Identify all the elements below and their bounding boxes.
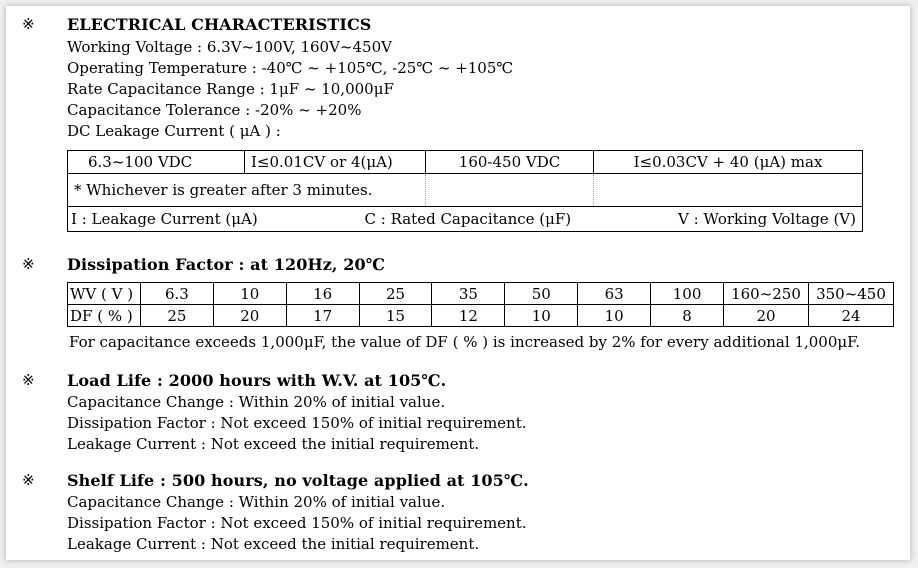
shelf-life-heading: Shelf Life : 500 hours, no voltage applied at 105℃.: [67, 471, 529, 490]
shelf-life-leakage: Leakage Current : Not exceed the initial requirement.: [67, 535, 480, 553]
leakage-legend-c: C : Rated Capacitance (μF): [364, 210, 572, 228]
leakage-cell-empty: [594, 174, 863, 207]
dc-leakage-label: DC Leakage Current ( μA ) :: [67, 122, 281, 140]
capacitance-tolerance: Capacitance Tolerance : -20% ~ +20%: [67, 101, 362, 119]
leakage-cell-empty: [426, 174, 594, 207]
df-row: [68, 305, 894, 327]
wv-cell: 50: [505, 283, 578, 305]
reference-mark-icon: ※: [22, 371, 35, 389]
operating-temperature: Operating Temperature : -40℃ ~ +105℃, -25℃ ~ +105℃: [67, 59, 514, 77]
leakage-row: [68, 207, 863, 232]
df-cell: 8: [651, 305, 724, 327]
df-label: DF ( % ): [68, 305, 141, 327]
working-voltage: Working Voltage : 6.3V~100V, 160V~450V: [67, 38, 392, 56]
df-cell: 15: [359, 305, 432, 327]
dissipation-table: [67, 282, 894, 327]
dissipation-note: For capacitance exceeds 1,000μF, the value of DF ( % ) is increased by 2% for every additional 1,000μF.: [69, 333, 860, 351]
df-cell: 24: [808, 305, 893, 327]
wv-cell: 16: [286, 283, 359, 305]
wv-cell: 6.3: [140, 283, 213, 305]
electrical-heading: ELECTRICAL CHARACTERISTICS: [67, 15, 372, 34]
shelf-life-capacitance: Capacitance Change : Within 20% of initial value.: [67, 493, 446, 511]
leakage-row: [68, 174, 863, 207]
leakage-table: [67, 150, 863, 232]
capacitance-range: Rate Capacitance Range : 1μF ~ 10,000μF: [67, 80, 394, 98]
wv-cell: 10: [213, 283, 286, 305]
wv-cell: 35: [432, 283, 505, 305]
wv-row: [68, 283, 894, 305]
shelf-life-dissipation: Dissipation Factor : Not exceed 150% of initial requirement.: [67, 514, 527, 532]
df-cell: 12: [432, 305, 505, 327]
leakage-row: [68, 151, 863, 174]
load-life-capacitance: Capacitance Change : Within 20% of initial value.: [67, 393, 446, 411]
leakage-legend-i: I : Leakage Current (μA): [71, 210, 258, 228]
df-cell: 10: [505, 305, 578, 327]
leakage-cell: I≤0.03CV + 40 (μA) max: [594, 151, 863, 174]
spec-sheet: [6, 6, 910, 560]
reference-mark-icon: ※: [22, 471, 35, 489]
leakage-note: * Whichever is greater after 3 minutes.: [68, 174, 426, 207]
leakage-cell: 6.3~100 VDC: [68, 151, 245, 174]
wv-cell: 25: [359, 283, 432, 305]
df-cell: 25: [140, 305, 213, 327]
leakage-legend-cell: [68, 207, 863, 232]
df-cell: 17: [286, 305, 359, 327]
df-cell: 20: [724, 305, 809, 327]
wv-cell: 350~450: [808, 283, 893, 305]
dissipation-heading: Dissipation Factor : at 120Hz, 20℃: [67, 255, 385, 274]
load-life-heading: Load Life : 2000 hours with W.V. at 105℃.: [67, 371, 447, 390]
df-cell: 20: [213, 305, 286, 327]
load-life-dissipation: Dissipation Factor : Not exceed 150% of initial requirement.: [67, 414, 527, 432]
wv-cell: 160~250: [724, 283, 809, 305]
wv-label: WV ( V ): [68, 283, 141, 305]
leakage-cell: I≤0.01CV or 4(μA): [245, 151, 426, 174]
leakage-cell: 160-450 VDC: [426, 151, 594, 174]
load-life-leakage: Leakage Current : Not exceed the initial requirement.: [67, 435, 480, 453]
wv-cell: 63: [578, 283, 651, 305]
reference-mark-icon: ※: [22, 15, 35, 33]
reference-mark-icon: ※: [22, 255, 35, 273]
wv-cell: 100: [651, 283, 724, 305]
leakage-legend-v: V : Working Voltage (V): [678, 210, 856, 228]
df-cell: 10: [578, 305, 651, 327]
